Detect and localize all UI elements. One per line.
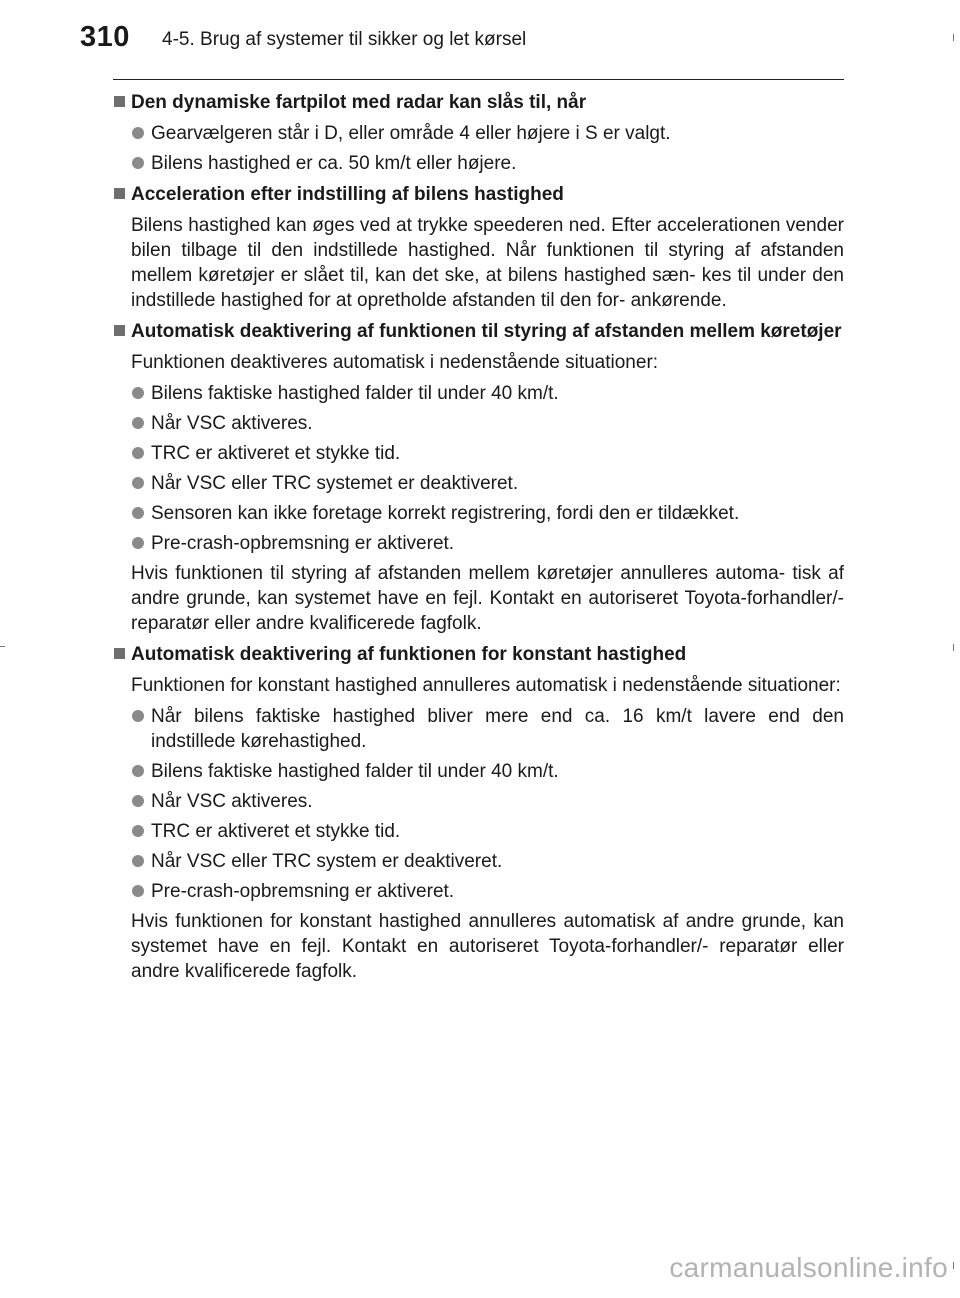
section-heading: [113, 642, 844, 667]
list-item: [113, 471, 844, 496]
square-bullet-icon: [114, 188, 125, 199]
list-item-text: TRC er aktiveret et stykke tid.: [151, 821, 401, 842]
square-bullet-icon: [114, 96, 125, 107]
list-item: [113, 789, 844, 814]
list-item: [113, 441, 844, 466]
section-heading-text: Automatisk deaktivering af funktionen for konstant hastighed: [131, 644, 687, 665]
section-heading: [113, 90, 844, 115]
round-bullet-icon: [132, 825, 144, 837]
list-item: [113, 531, 844, 556]
list-item: [113, 121, 844, 146]
list-item: [113, 151, 844, 176]
list-item: [113, 879, 844, 904]
header-rule: [113, 79, 844, 80]
list-item-text: Sensoren kan ikke foretage korrekt registrering, fordi den er tildækket.: [151, 503, 740, 524]
section-heading-text: Acceleration efter indstilling af bilens hastighed: [131, 184, 564, 205]
paragraph: Bilens hastighed kan øges ved at trykke speederen ned. Efter accelerationen vender bilen tilbage til den indstillede hastighed. Når funktionen til styring af afstanden mellem køretøjer er slået til, kan det ske, at bilens hastighed sæn- kes til under den indstillede hastighed for at opretholde afstanden til den for- ankørende.: [131, 215, 844, 311]
section-heading: [113, 319, 844, 344]
round-bullet-icon: [132, 477, 144, 489]
round-bullet-icon: [132, 127, 144, 139]
list-item: [113, 819, 844, 844]
round-bullet-icon: [132, 507, 144, 519]
section-heading: [113, 182, 844, 207]
note-paragraph: Hvis funktionen for konstant hastighed annulleres automatisk af andre grunde, kan systemet have en fejl. Kontakt en autoriseret Toyota-forhandler/- reparatør eller andre kvalificerede fagfolk.: [131, 911, 844, 982]
list-item-text: Gearvælgeren står i D, eller område 4 eller højere i S er valgt.: [151, 123, 671, 144]
list-item-text: Når VSC aktiveres.: [151, 791, 313, 812]
list-item-text: Bilens faktiske hastighed falder til under 40 km/t.: [151, 383, 559, 404]
round-bullet-icon: [132, 387, 144, 399]
crop-mark: [953, 34, 954, 41]
page-content: [113, 90, 844, 990]
list-item-text: Pre-crash-opbremsning er aktiveret.: [151, 533, 455, 554]
list-item: [113, 381, 844, 406]
round-bullet-icon: [132, 157, 144, 169]
list-item-text: TRC er aktiveret et stykke tid.: [151, 443, 401, 464]
square-bullet-icon: [114, 648, 125, 659]
note-paragraph: Hvis funktionen til styring af afstanden mellem køretøjer annulleres automa- tisk af andre grunde, kan systemet have en fejl. Kontakt en autoriseret Toyota-forhandler/-reparatør eller andre kvalificerede fagfolk.: [131, 563, 844, 634]
page-number: 310: [80, 21, 130, 53]
section-heading-text: Den dynamiske fartpilot med radar kan slås til, når: [131, 92, 587, 113]
crop-mark: [0, 646, 5, 647]
crop-mark: [953, 1262, 954, 1269]
section-heading-text: Automatisk deaktivering af funktionen til styring af afstanden mellem køretøjer: [131, 321, 842, 342]
round-bullet-icon: [132, 795, 144, 807]
list-item-text: Bilens hastighed er ca. 50 km/t eller højere.: [151, 153, 517, 174]
round-bullet-icon: [132, 885, 144, 897]
list-item: [113, 849, 844, 874]
watermark-link[interactable]: carmanualsonline.info: [669, 1252, 948, 1283]
list-item-text: Når VSC eller TRC systemet er deaktiveret.: [151, 473, 519, 494]
round-bullet-icon: [132, 447, 144, 459]
round-bullet-icon: [132, 537, 144, 549]
chapter-title: 4-5. Brug af systemer til sikker og let kørsel: [162, 29, 527, 50]
list-item: [113, 704, 844, 754]
list-item: [113, 411, 844, 436]
list-item-text: Når VSC aktiveres.: [151, 413, 313, 434]
paragraph: Funktionen deaktiveres automatisk i nedenstående situationer:: [131, 352, 659, 373]
list-item-text: Pre-crash-opbremsning er aktiveret.: [151, 881, 455, 902]
list-item-text: Når VSC eller TRC system er deaktiveret.: [151, 851, 503, 872]
list-item: [113, 759, 844, 784]
crop-mark: [953, 644, 954, 651]
list-item-text: Bilens faktiske hastighed falder til under 40 km/t.: [151, 761, 559, 782]
round-bullet-icon: [132, 765, 144, 777]
list-item-text: Når bilens faktiske hastighed bliver mere end ca. 16 km/t lavere end den indstillede kørehastighed.: [151, 706, 844, 752]
round-bullet-icon: [132, 417, 144, 429]
round-bullet-icon: [132, 855, 144, 867]
list-item: [113, 501, 844, 526]
round-bullet-icon: [132, 710, 144, 722]
paragraph: Funktionen for konstant hastighed annulleres automatisk i nedenstående situationer:: [131, 675, 841, 696]
square-bullet-icon: [114, 325, 125, 336]
